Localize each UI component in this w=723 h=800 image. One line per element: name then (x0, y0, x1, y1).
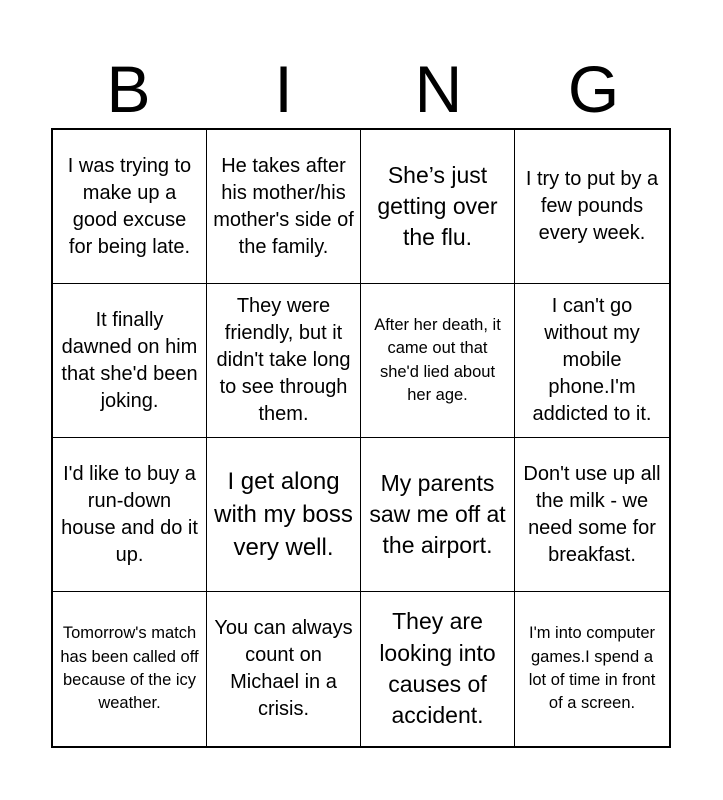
bingo-cell-r1c3[interactable] (361, 130, 515, 284)
cell-text: It finally dawned on him that she'd been joking. (61, 308, 198, 412)
bingo-cell-r4c3[interactable] (361, 592, 515, 746)
bingo-cell-r2c1[interactable] (53, 284, 207, 438)
cell-text: I can't go without my mobile phone.I'm addicted to it. (532, 295, 652, 425)
cell-text: I get along with my boss very well. (214, 467, 353, 562)
cell-text: You can always count on Michael in a crisis. (214, 617, 353, 720)
cell-text: Don't use up all the milk - we need some for breakfast. (523, 462, 661, 566)
cell-text: I'd like to buy a run-down house and do it up. (61, 462, 198, 566)
header-letter-g: G (567, 52, 620, 126)
bingo-cell-r3c4[interactable] (515, 438, 669, 592)
cell-text: He takes after his mother/his mother's side of the family. (213, 154, 354, 258)
bingo-cell-r3c2[interactable] (207, 438, 361, 592)
bingo-cell-r4c4[interactable] (515, 592, 669, 746)
cell-text: My parents saw me off at the airport. (369, 469, 506, 559)
cell-text: After her death, it came out that she'd lied about her age. (374, 315, 501, 404)
cell-text: They are looking into causes of accident. (379, 608, 496, 729)
bingo-header (51, 50, 671, 128)
header-letter-b: B (106, 52, 151, 126)
bingo-cell-r1c4[interactable] (515, 130, 669, 284)
bingo-cell-r1c2[interactable] (207, 130, 361, 284)
cell-text: I was trying to make up a good excuse for being late. (67, 154, 192, 258)
bingo-cell-r3c1[interactable] (53, 438, 207, 592)
bingo-cell-r3c3[interactable] (361, 438, 515, 592)
cell-text: They were friendly, but it didn't take long to see through them. (216, 295, 351, 425)
cell-text: I'm into computer games.I spend a lot of time in front of a screen. (528, 624, 656, 713)
header-letter-i: I (274, 52, 293, 126)
bingo-cell-r2c4[interactable] (515, 284, 669, 438)
bingo-cell-r4c2[interactable] (207, 592, 361, 746)
bingo-cell-r2c3[interactable] (361, 284, 515, 438)
cell-text: She’s just getting over the flu. (377, 161, 498, 251)
bingo-cell-r2c2[interactable] (207, 284, 361, 438)
bingo-board (51, 128, 671, 748)
bingo-cell-r4c1[interactable] (53, 592, 207, 746)
cell-text: Tomorrow's match has been called off because of the icy weather. (60, 624, 199, 713)
cell-text: I try to put by a few pounds every week. (525, 168, 659, 244)
bingo-cell-r1c1[interactable] (53, 130, 207, 284)
header-letter-n: N (414, 52, 463, 126)
